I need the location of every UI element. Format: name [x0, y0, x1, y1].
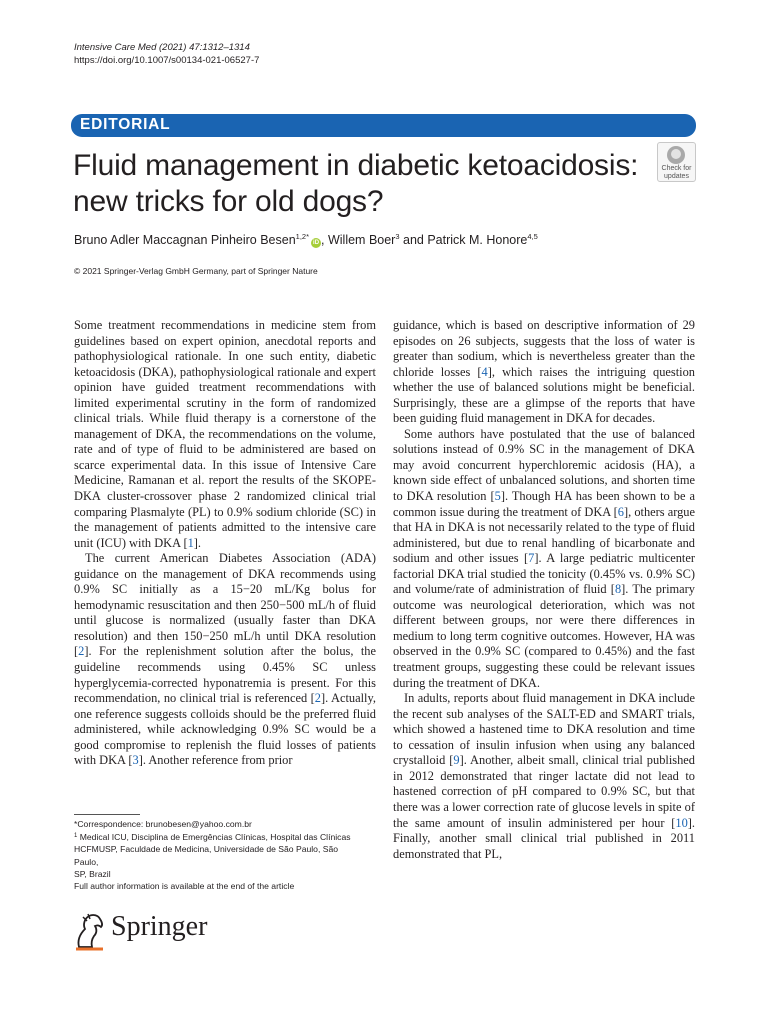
author-2: , Willem Boer	[321, 233, 396, 247]
paragraph: guidance, which is based on descriptive information of 29 episodes on 26 subjects, suggests that the loss of water is greater than sodium, which is nevertheless greater than the chloride losses [4], which raises the intriguing question whether the use of balanced solutions might be beneficial. Surprisingly, these are a glimpse of the reports that have been guiding fluid management in DKA for decades.	[393, 318, 695, 426]
springer-logo	[73, 909, 233, 953]
author-2-affiliation: 3	[395, 232, 400, 241]
reference-link[interactable]: 6	[617, 504, 624, 519]
title-line-1: Fluid management in diabetic ketoacidosis:	[73, 149, 639, 182]
section-label: EDITORIAL	[80, 116, 171, 133]
paragraph: Some treatment recommendations in medicine stem from guidelines based on expert opinion, anecdotal reports and pathophysiological rationale. In one such entity, diabetic ketoacidosis (DKA), pathophysiological rationale and expert opinion have guided treatment recommendations with limited experimental scrutiny in the form of randomized clinical trials. While fluid therapy is a cornerstone of the management of DKA, the recommendations on the volume, rate and of type of fluid to be administered are based on scarce experimental data. In this issue of Intensive Care Medicine, Ramanan et al. report the results of the SKOPE-DKA cluster-crossover phase 2 randomized clinical trial comparing Plasmalyte (PL) to 0.9% sodium chloride (SC) in the management of patients admitted to the intensive care unit (ICU) with DKA [1].	[74, 318, 376, 550]
paragraph: In adults, reports about fluid management in DKA include the recent sub analyses of the SALT-ED and SMART trials, which showed a hastened time to DKA resolution and time to cessation of insulin infusion when using any balanced crystalloid [9]. Another, albeit small, clinical trial published in 2012 demonstrated that ringer lactate did not lead to hastened correction of pH compared to 0.9% SC, but that there was a lower correction rate of glucose levels in spite of the same amount of insulin administered per hour [10]. Finally, another small clinical trial published in 2011 demonstrated that PL,	[393, 691, 695, 861]
reference-link[interactable]: 3	[132, 753, 139, 768]
springer-horse-icon	[73, 911, 107, 951]
paragraph: Some authors have postulated that the use of balanced solutions instead of 0.9% SC in the management of DKA may avoid concurrent hyperchloremic acidosis (HA), a known side effect of unbalanced solutions, and shorten time to DKA resolution [5]. Though HA has been shown to be a common issue during the treatment of DKA [6], others argue that HA in DKA is not necessarily related to the type of fluid administered, but due to renal handling of bicarbonate and sodium and other issues [7]. A large pediatric multicenter factorial DKA trial studied the tonicity (0.45% vs. 0.9% SC) and volume/rate of administration of fluid [8]. The primary outcome was neurological deterioration, which was not different between groups, nor were there differences in medium to long term cognitive outcomes. However, HA was observed in the 0.9% SC (compared to 0.45%) and the fast treatment groups, suggesting these could be relevant issues during the treatment of DKA.	[393, 426, 695, 690]
article-title	[73, 148, 663, 220]
author-3: and Patrick M. Honore	[399, 233, 528, 247]
orcid-icon[interactable]: iD	[313, 240, 320, 246]
reference-link[interactable]: 4	[481, 364, 488, 379]
check-for-updates-icon	[667, 146, 685, 164]
section-banner	[71, 114, 696, 137]
check-for-updates-button[interactable]	[657, 142, 696, 182]
reference-link[interactable]: 8	[614, 582, 622, 597]
author-list	[74, 232, 538, 248]
check-for-updates-label: Check for updates	[661, 165, 692, 180]
affiliation-note: $^1$ Medical ICU, Disciplina de Emergências Clínicas, Hospital das Clínicas	[74, 832, 351, 843]
body-column-left	[74, 318, 376, 769]
author-1-affiliation: 1,2*	[295, 232, 310, 241]
author-3-affiliation: 4,5	[527, 232, 538, 241]
reference-link[interactable]: 2	[314, 691, 321, 706]
full-author-info-note: Full author information is available at the end of the article	[74, 881, 295, 892]
reference-link[interactable]: 2	[78, 644, 85, 659]
reference-link[interactable]: 1	[187, 535, 194, 550]
reference-link[interactable]: 9	[453, 753, 460, 768]
reference-link[interactable]: 7	[528, 551, 535, 566]
affiliation-note-cont: HCFMUSP, Faculdade de Medicina, Universidade de São Paulo, São Paulo,	[74, 844, 339, 867]
author-1: Bruno Adler Maccagnan Pinheiro Besen	[74, 233, 296, 247]
footnote-divider	[74, 814, 140, 815]
journal-citation: Intensive Care Med (2021) 47:1312–1314	[74, 42, 250, 53]
correspondence-note: *Correspondence: brunobesen@yahoo.com.br	[74, 819, 252, 829]
doi-link[interactable]: https://doi.org/10.1007/s00134-021-06527-7	[74, 55, 260, 66]
reference-link[interactable]: 10	[675, 815, 688, 830]
paragraph: The current American Diabetes Association (ADA) guidance on the management of DKA recommends using 0.9% SC initially as a 15−20 mL/Kg bolus for hemodynamic resuscitation and then 250−500 mL/h of fluid until glucose is normalized (usually faster than DKA resolution) and then 150−250 mL/h until DKA resolution [2]. For the replenishment solution after the bolus, the guideline recommends using 0.45% SC unless hyperglycemia-corrected hyponatremia is present. For this recommendation, no clinical trial is referenced [2]. Actually, one reference suggests colloids should be the preferred fluid administered, while acknowledging 0.9% SC would be a good compromise to replenish the fluid losses of patients with DKA [3]. Another reference from prior	[74, 551, 376, 768]
title-line-2: new tricks for old dogs?	[73, 185, 384, 218]
body-column-right	[393, 318, 695, 862]
affiliation-note-cont: SP, Brazil	[74, 868, 111, 879]
copyright-notice: © 2021 Springer-Verlag GmbH Germany, part of Springer Nature	[74, 266, 318, 276]
publisher-name: Springer	[111, 911, 208, 942]
footnotes	[74, 818, 364, 892]
reference-link[interactable]: 5	[494, 489, 501, 504]
